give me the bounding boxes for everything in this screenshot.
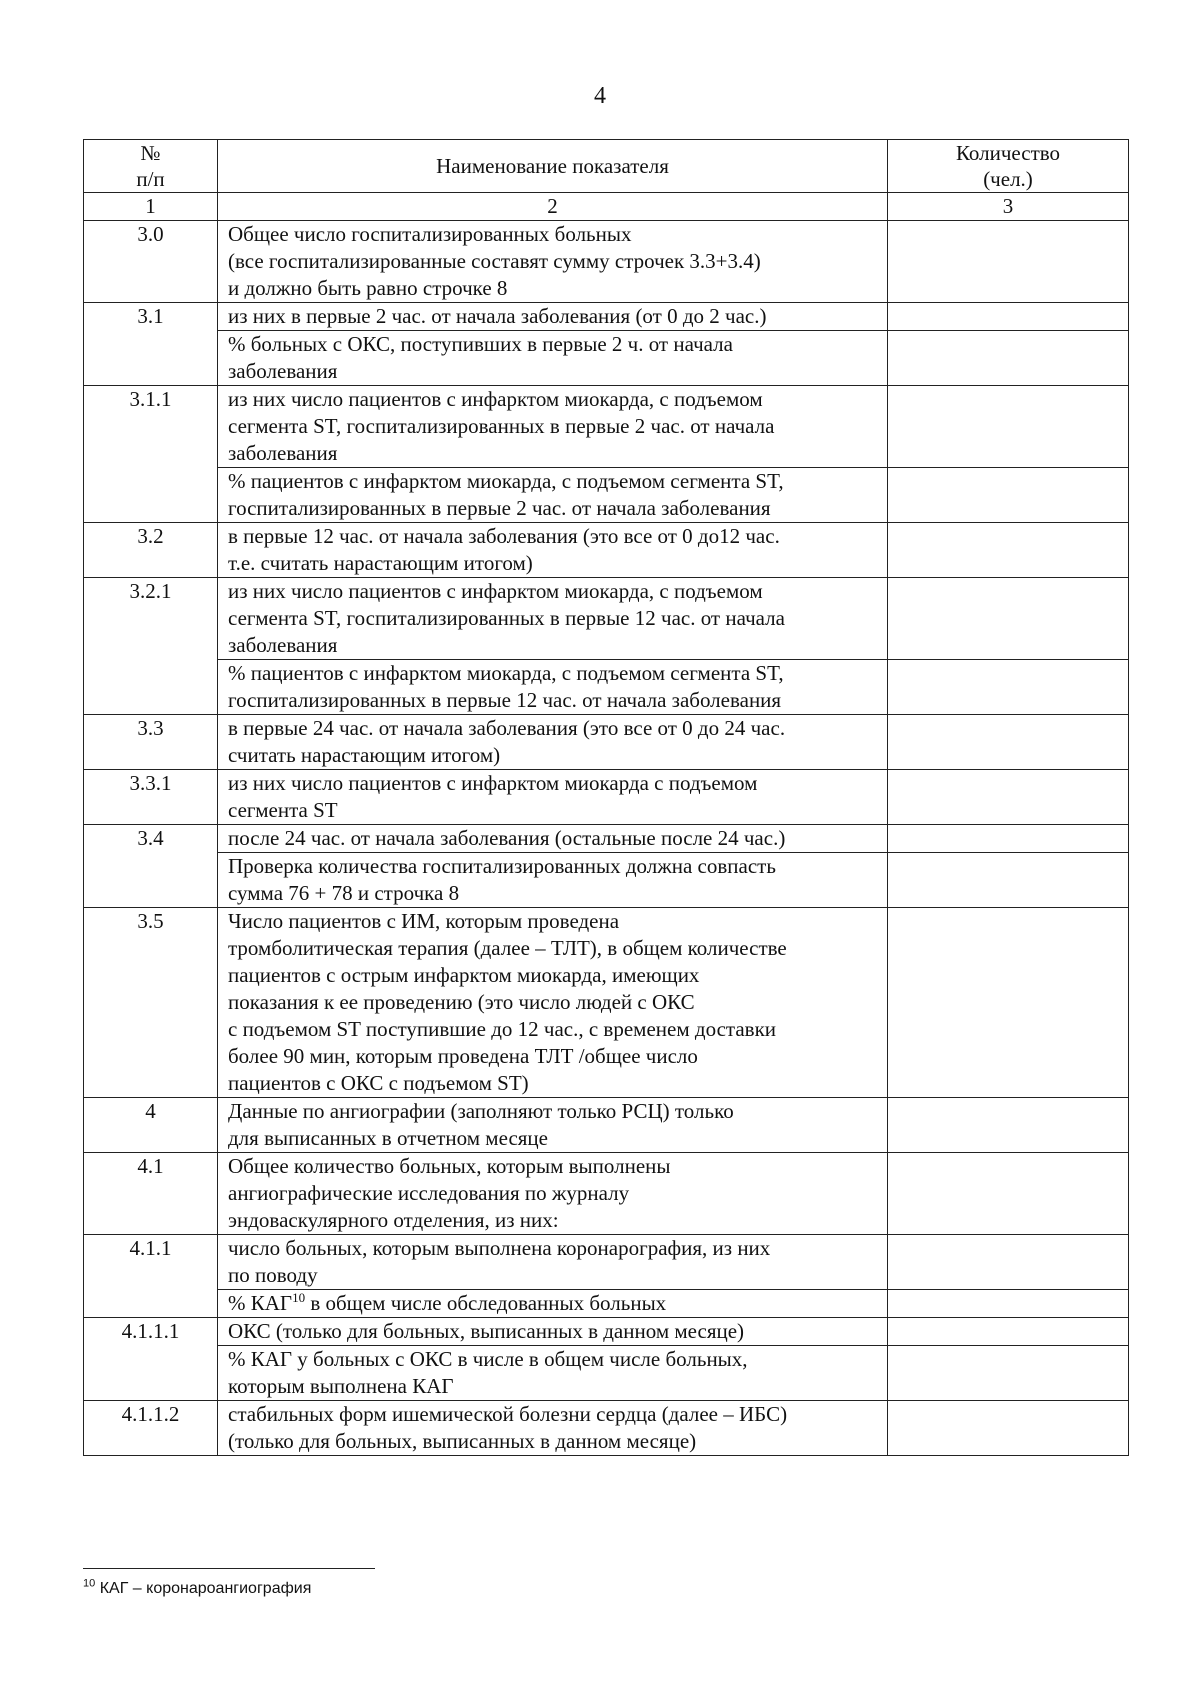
- indicator-name: из них число пациентов с инфарктом миокарда с подъемом сегмента ST: [218, 770, 888, 825]
- indicator-name: [218, 1290, 888, 1318]
- row-number: 4: [84, 1098, 218, 1153]
- header-num: № п/п: [84, 140, 218, 193]
- quantity-cell[interactable]: [888, 386, 1129, 468]
- table-row: [84, 578, 1129, 660]
- indicator-name: в первые 24 час. от начала заболевания (это все от 0 до 24 час. считать нарастающим итогом): [218, 715, 888, 770]
- row-number: 4.1.1: [84, 1235, 218, 1318]
- row-number: 3.3.1: [84, 770, 218, 825]
- header-name: Наименование показателя: [218, 140, 888, 193]
- indicator-name: Число пациентов с ИМ, которым проведена тромболитическая терапия (далее – ТЛТ), в общем количестве пациентов с острым инфарктом миокарда, имеющих показания к ее проведению (это число людей с ОКС с подъемом ST поступившие до 12 час., с временем доставки более 90 мин, которым проведена ТЛТ /общее число пациентов с ОКС с подъемом ST): [218, 908, 888, 1098]
- table-row: [84, 221, 1129, 303]
- table-row: [84, 660, 1129, 715]
- table-row: [84, 715, 1129, 770]
- indicator-name: Общее число госпитализированных больных (все госпитализированные составят сумму строчек 3.3+3.4) и должно быть равно строчке 8: [218, 221, 888, 303]
- indicator-name: из них число пациентов с инфарктом миокарда, с подъемом сегмента ST, госпитализированных в первые 12 час. от начала заболевания: [218, 578, 888, 660]
- indicator-name: стабильных форм ишемической болезни сердца (далее – ИБС) (только для больных, выписанных в данном месяце): [218, 1401, 888, 1456]
- table-row: [84, 468, 1129, 523]
- indicator-name: число больных, которым выполнена коронарография, из них по поводу: [218, 1235, 888, 1290]
- indicator-name: ОКС (только для больных, выписанных в данном месяце): [218, 1318, 888, 1346]
- indicator-name: % пациентов с инфарктом миокарда, с подъемом сегмента ST, госпитализированных в первые 12 час. от начала заболевания: [218, 660, 888, 715]
- row-number: 4.1: [84, 1153, 218, 1235]
- quantity-cell[interactable]: [888, 1346, 1129, 1401]
- indicator-name: после 24 час. от начала заболевания (остальные после 24 час.): [218, 825, 888, 853]
- row-number: 4.1.1.2: [84, 1401, 218, 1456]
- column-number-row: [84, 193, 1129, 221]
- table-row: [84, 303, 1129, 331]
- indicators-table: [83, 139, 1129, 1456]
- row-number: 3.2.1: [84, 578, 218, 715]
- indicator-name: Общее количество больных, которым выполнены ангиографические исследования по журналу эндоваскулярного отделения, из них:: [218, 1153, 888, 1235]
- table-row: [84, 1153, 1129, 1235]
- table-row: [84, 853, 1129, 908]
- quantity-cell[interactable]: [888, 221, 1129, 303]
- row-number: 3.1: [84, 303, 218, 386]
- quantity-cell[interactable]: [888, 660, 1129, 715]
- table-body: [84, 221, 1129, 1456]
- quantity-cell[interactable]: [888, 853, 1129, 908]
- quantity-cell[interactable]: [888, 1290, 1129, 1318]
- quantity-cell[interactable]: [888, 523, 1129, 578]
- row-number: 3.5: [84, 908, 218, 1098]
- row-number: 3.0: [84, 221, 218, 303]
- kag-prefix: % КАГ: [228, 1291, 293, 1315]
- footnote-divider: [83, 1568, 375, 1569]
- quantity-cell[interactable]: [888, 715, 1129, 770]
- quantity-cell[interactable]: [888, 331, 1129, 386]
- indicator-name: из них в первые 2 час. от начала заболевания (от 0 до 2 час.): [218, 303, 888, 331]
- footnote: [83, 1578, 311, 1600]
- footnote-text: КАГ – коронароангиография: [95, 1580, 312, 1597]
- quantity-cell[interactable]: [888, 1401, 1129, 1456]
- indicator-name: % КАГ у больных с ОКС в числе в общем числе больных, которым выполнена КАГ: [218, 1346, 888, 1401]
- header-qty: Количество (чел.): [888, 140, 1129, 193]
- quantity-cell[interactable]: [888, 1318, 1129, 1346]
- row-number: 3.3: [84, 715, 218, 770]
- quantity-cell[interactable]: [888, 1153, 1129, 1235]
- quantity-cell[interactable]: [888, 1098, 1129, 1153]
- indicator-name: из них число пациентов с инфарктом миокарда, с подъемом сегмента ST, госпитализированных в первые 2 час. от начала заболевания: [218, 386, 888, 468]
- table-row: [84, 1235, 1129, 1290]
- page-number: 4: [594, 83, 606, 109]
- table-row: [84, 523, 1129, 578]
- table-row: [84, 1318, 1129, 1346]
- quantity-cell[interactable]: [888, 303, 1129, 331]
- quantity-cell[interactable]: [888, 1235, 1129, 1290]
- table-row: [84, 1346, 1129, 1401]
- quantity-cell[interactable]: [888, 468, 1129, 523]
- column-number-3: 3: [888, 193, 1129, 221]
- quantity-cell[interactable]: [888, 908, 1129, 1098]
- table-row: [84, 770, 1129, 825]
- quantity-cell[interactable]: [888, 578, 1129, 660]
- indicator-name: % пациентов с инфарктом миокарда, с подъемом сегмента ST, госпитализированных в первые 2 час. от начала заболевания: [218, 468, 888, 523]
- row-number: 3.1.1: [84, 386, 218, 523]
- row-number: 4.1.1.1: [84, 1318, 218, 1401]
- table-row: [84, 1290, 1129, 1318]
- indicator-name: Проверка количества госпитализированных должна совпасть сумма 76 + 78 и строчка 8: [218, 853, 888, 908]
- table-row: [84, 386, 1129, 468]
- table-header-row: [84, 140, 1129, 193]
- column-number-1: 1: [84, 193, 218, 221]
- kag-suffix: в общем числе обследованных больных: [305, 1291, 667, 1315]
- indicator-name: в первые 12 час. от начала заболевания (это все от 0 до12 час. т.е. считать нарастающим итогом): [218, 523, 888, 578]
- indicator-name: % больных с ОКС, поступивших в первые 2 ч. от начала заболевания: [218, 331, 888, 386]
- quantity-cell[interactable]: [888, 770, 1129, 825]
- table-row: [84, 331, 1129, 386]
- table-row: [84, 908, 1129, 1098]
- quantity-cell[interactable]: [888, 825, 1129, 853]
- footnote-marker: 10: [83, 1577, 96, 1590]
- table-row: [84, 1401, 1129, 1456]
- table-row: [84, 1098, 1129, 1153]
- row-number: 3.2: [84, 523, 218, 578]
- indicator-name: Данные по ангиографии (заполняют только РСЦ) только для выписанных в отчетном месяце: [218, 1098, 888, 1153]
- footnote-reference: 10: [292, 1290, 306, 1305]
- column-number-2: 2: [218, 193, 888, 221]
- row-number: 3.4: [84, 825, 218, 908]
- table-row: [84, 825, 1129, 853]
